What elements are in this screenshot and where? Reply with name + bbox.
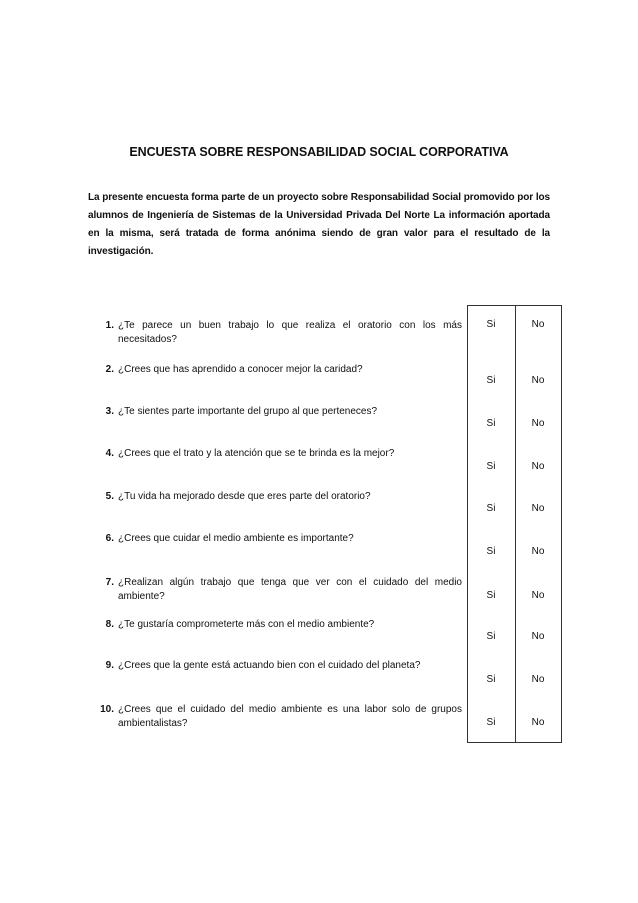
question-9 — [92, 659, 462, 673]
answer-yes-10[interactable]: Si — [486, 717, 496, 728]
answer-no-10[interactable]: No — [531, 717, 545, 728]
answer-yes-3[interactable]: Si — [486, 418, 496, 429]
answer-no-5[interactable]: No — [531, 503, 545, 514]
answer-yes-7[interactable]: Si — [486, 590, 496, 601]
question-text: ¿Te gustaría comprometerte más con el medio ambiente? — [118, 619, 375, 630]
question-text: ¿Crees que has aprendido a conocer mejor la caridad? — [118, 364, 363, 375]
question-6 — [92, 532, 462, 546]
answer-no-9[interactable]: No — [531, 674, 545, 685]
question-text: ¿Te sientes parte importante del grupo al que perteneces? — [118, 406, 378, 417]
question-number: 1. — [105, 320, 114, 331]
question-4 — [92, 447, 462, 461]
question-5 — [92, 490, 462, 504]
question-1 — [92, 319, 462, 347]
answer-no-4[interactable]: No — [531, 461, 545, 472]
question-number: 9. — [105, 660, 114, 671]
answer-yes-5[interactable]: Si — [486, 503, 496, 514]
answer-yes-1[interactable]: Si — [486, 319, 496, 330]
question-number: 8. — [105, 619, 114, 630]
answer-no-1[interactable]: No — [531, 319, 545, 330]
question-7 — [92, 576, 462, 604]
question-text: ¿Crees que el cuidado del medio ambiente es una labor solo de grupos ambientalistas? — [118, 704, 462, 729]
answer-no-6[interactable]: No — [531, 546, 545, 557]
question-text: ¿Crees que el trato y la atención que se te brinda es la mejor? — [118, 448, 395, 459]
answer-no-7[interactable]: No — [531, 590, 545, 601]
question-text: ¿Tu vida ha mejorado desde que eres parte del oratorio? — [118, 491, 371, 502]
question-number: 3. — [105, 406, 114, 417]
question-number: 7. — [105, 577, 114, 588]
question-10 — [92, 703, 462, 731]
intro-paragraph: La presente encuesta forma parte de un proyecto sobre Responsabilidad Social promovido por los alumnos de Ingeniería de Sistemas de la Universidad Privada Del Norte La información aportada en la misma, será tratada de forma anónima siendo de gran valor para el resultado de la investigación. — [88, 192, 550, 257]
answer-no-8[interactable]: No — [531, 631, 545, 642]
grid-divider — [515, 306, 516, 742]
document-title: ENCUESTA SOBRE RESPONSABILIDAD SOCIAL CORPORATIVA — [129, 145, 509, 159]
answer-yes-6[interactable]: Si — [486, 546, 496, 557]
question-text: ¿Crees que cuidar el medio ambiente es importante? — [118, 533, 354, 544]
question-number: 6. — [105, 533, 114, 544]
question-text: ¿Te parece un buen trabajo lo que realiza el oratorio con los más necesitados? — [118, 320, 462, 345]
answer-yes-4[interactable]: Si — [486, 461, 496, 472]
answer-no-3[interactable]: No — [531, 418, 545, 429]
question-text: ¿Realizan algún trabajo que tenga que ver con el cuidado del medio ambiente? — [118, 577, 462, 602]
question-2 — [92, 363, 462, 377]
answer-no-2[interactable]: No — [531, 375, 545, 386]
question-number: 5. — [105, 491, 114, 502]
answer-yes-9[interactable]: Si — [486, 674, 496, 685]
question-text: ¿Crees que la gente está actuando bien con el cuidado del planeta? — [118, 660, 421, 671]
question-3 — [92, 405, 462, 419]
answer-yes-8[interactable]: Si — [486, 631, 496, 642]
question-number: 4. — [105, 448, 114, 459]
question-8 — [92, 618, 462, 632]
question-number: 10. — [100, 704, 114, 715]
answer-yes-2[interactable]: Si — [486, 375, 496, 386]
question-number: 2. — [105, 364, 114, 375]
